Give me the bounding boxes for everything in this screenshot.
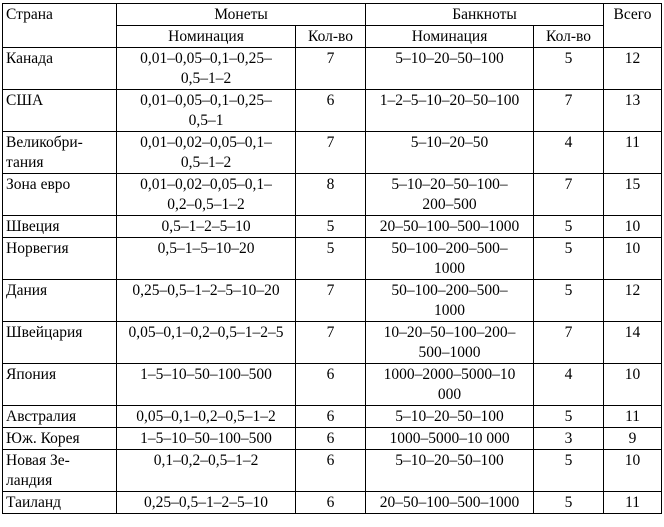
header-notes-nomination: Номинация: [366, 26, 534, 48]
table-row: [3, 174, 662, 216]
header-total: Всего: [604, 4, 662, 48]
country-cell: Дания: [3, 280, 117, 322]
table-row: [3, 322, 662, 364]
table-row: [3, 280, 662, 322]
coins-nomination-cell: 0,01–0,02–0,05–0,1– 0,2–0,5–1–2: [117, 174, 296, 216]
total-cell: 12: [604, 48, 662, 90]
notes-count-cell: 5: [534, 492, 604, 514]
notes-nomination-cell: 5–10–20–50–100: [366, 450, 534, 492]
coins-nomination-cell: 0,5–1–2–5–10: [117, 216, 296, 238]
notes-count-cell: 7: [534, 90, 604, 132]
coins-count-cell: 7: [296, 280, 366, 322]
header-coins-nomination: Номинация: [117, 26, 296, 48]
table-row: [3, 406, 662, 428]
coins-nomination-cell: 0,5–1–5–10–20: [117, 238, 296, 280]
coins-count-cell: 5: [296, 238, 366, 280]
notes-nomination-cell: 1000–2000–5000–10 000: [366, 364, 534, 406]
total-cell: 11: [604, 132, 662, 174]
total-cell: 15: [604, 174, 662, 216]
coins-nomination-cell: 0,05–0,1–0,2–0,5–1–2–5: [117, 322, 296, 364]
notes-nomination-cell: 5–10–20–50–100– 200–500: [366, 174, 534, 216]
coins-count-cell: 6: [296, 90, 366, 132]
coins-count-cell: 6: [296, 492, 366, 514]
table-row: [3, 428, 662, 450]
country-cell: США: [3, 90, 117, 132]
notes-count-cell: 3: [534, 428, 604, 450]
notes-nomination-cell: 20–50–100–500–1000: [366, 216, 534, 238]
total-cell: 10: [604, 238, 662, 280]
coins-nomination-cell: 0,1–0,2–0,5–1–2: [117, 450, 296, 492]
coins-nomination-cell: 0,01–0,02–0,05–0,1– 0,5–1–2: [117, 132, 296, 174]
notes-count-cell: 5: [534, 280, 604, 322]
coins-count-cell: 6: [296, 406, 366, 428]
total-cell: 10: [604, 450, 662, 492]
total-cell: 10: [604, 216, 662, 238]
country-cell: Япония: [3, 364, 117, 406]
table-row: [3, 48, 662, 90]
table-row: [3, 90, 662, 132]
country-cell: Таиланд: [3, 492, 117, 514]
country-cell: Новая Зе- ландия: [3, 450, 117, 492]
notes-count-cell: 5: [534, 450, 604, 492]
coins-nomination-cell: 0,25–0,5–1–2–5–10–20: [117, 280, 296, 322]
notes-count-cell: 5: [534, 406, 604, 428]
total-cell: 13: [604, 90, 662, 132]
coins-count-cell: 6: [296, 364, 366, 406]
notes-count-cell: 5: [534, 216, 604, 238]
header-banknotes: Банкноты: [366, 4, 604, 26]
table-row: [3, 492, 662, 514]
notes-nomination-cell: 20–50–100–500–1000: [366, 492, 534, 514]
notes-count-cell: 7: [534, 322, 604, 364]
notes-nomination-cell: 5–10–20–50–100: [366, 48, 534, 90]
notes-nomination-cell: 5–10–20–50–100: [366, 406, 534, 428]
header-coins-count: Кол-во: [296, 26, 366, 48]
total-cell: 9: [604, 428, 662, 450]
notes-nomination-cell: 10–20–50–100–200– 500–1000: [366, 322, 534, 364]
coins-count-cell: 5: [296, 216, 366, 238]
table-row: [3, 450, 662, 492]
table-row: [3, 132, 662, 174]
total-cell: 11: [604, 492, 662, 514]
notes-count-cell: 7: [534, 174, 604, 216]
notes-nomination-cell: 50–100–200–500– 1000: [366, 238, 534, 280]
table-row: [3, 364, 662, 406]
notes-count-cell: 5: [534, 48, 604, 90]
coins-nomination-cell: 0,01–0,05–0,1–0,25– 0,5–1–2: [117, 48, 296, 90]
coins-count-cell: 8: [296, 174, 366, 216]
total-cell: 11: [604, 406, 662, 428]
coins-count-cell: 7: [296, 132, 366, 174]
coins-count-cell: 7: [296, 322, 366, 364]
notes-count-cell: 4: [534, 132, 604, 174]
country-cell: Юж. Корея: [3, 428, 117, 450]
notes-nomination-cell: 50–100–200–500– 1000: [366, 280, 534, 322]
coins-count-cell: 6: [296, 450, 366, 492]
country-cell: Норвегия: [3, 238, 117, 280]
table-row: [3, 238, 662, 280]
country-cell: Швеция: [3, 216, 117, 238]
currency-table: [2, 3, 662, 514]
country-cell: Австралия: [3, 406, 117, 428]
coins-nomination-cell: 0,05–0,1–0,2–0,5–1–2: [117, 406, 296, 428]
country-cell: Канада: [3, 48, 117, 90]
notes-nomination-cell: 5–10–20–50: [366, 132, 534, 174]
notes-count-cell: 4: [534, 364, 604, 406]
country-cell: Зона евро: [3, 174, 117, 216]
coins-nomination-cell: 1–5–10–50–100–500: [117, 428, 296, 450]
header-row: [3, 4, 662, 26]
coins-count-cell: 7: [296, 48, 366, 90]
notes-count-cell: 5: [534, 238, 604, 280]
coins-nomination-cell: 1–5–10–50–100–500: [117, 364, 296, 406]
table-row: [3, 216, 662, 238]
header-notes-count: Кол-во: [534, 26, 604, 48]
total-cell: 14: [604, 322, 662, 364]
notes-nomination-cell: 1–2–5–10–20–50–100: [366, 90, 534, 132]
total-cell: 10: [604, 364, 662, 406]
header-coins: Монеты: [117, 4, 366, 26]
country-cell: Швейцария: [3, 322, 117, 364]
country-cell: Великобри- тания: [3, 132, 117, 174]
coins-count-cell: 6: [296, 428, 366, 450]
total-cell: 12: [604, 280, 662, 322]
notes-nomination-cell: 1000–5000–10 000: [366, 428, 534, 450]
coins-nomination-cell: 0,25–0,5–1–2–5–10: [117, 492, 296, 514]
coins-nomination-cell: 0,01–0,05–0,1–0,25– 0,5–1: [117, 90, 296, 132]
header-country: Страна: [3, 4, 117, 48]
